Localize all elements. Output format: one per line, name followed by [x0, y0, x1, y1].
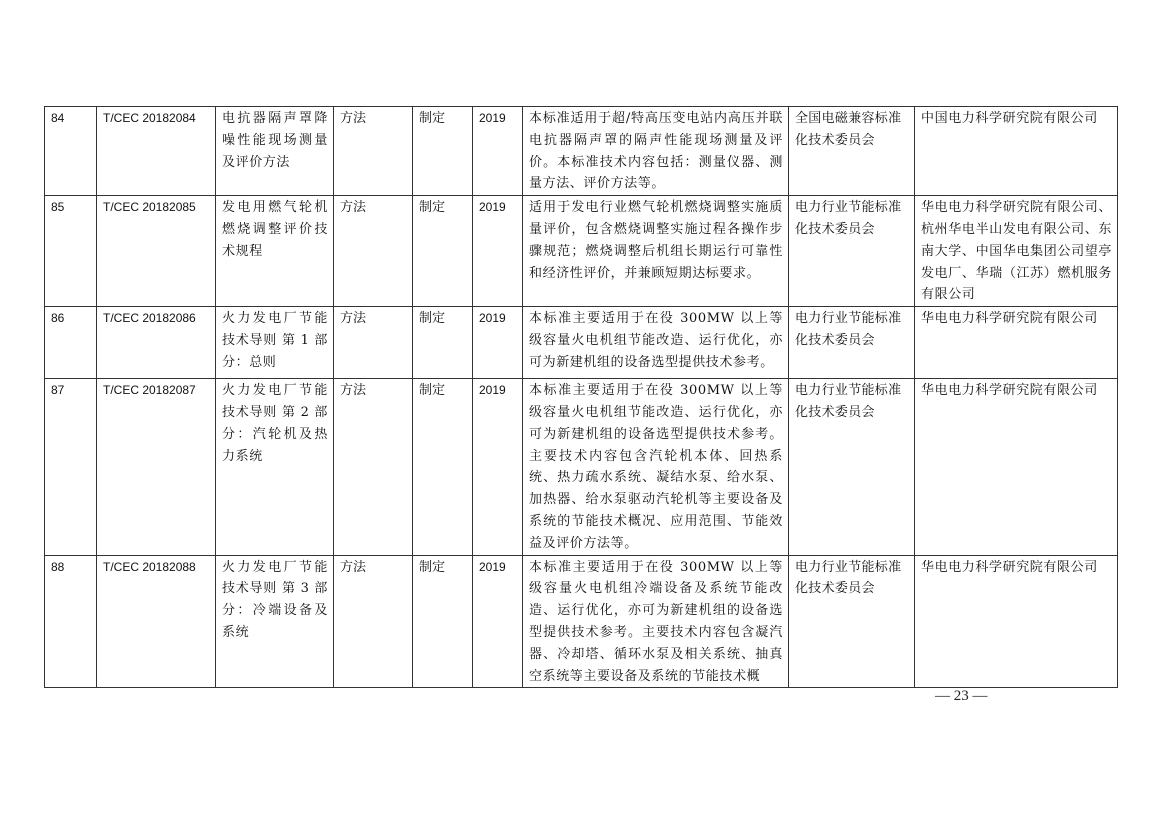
- standard-name: 火力发电厂节能技术导则 第 2 部分：汽轮机及热力系统: [216, 379, 334, 555]
- standard-year: 2019: [473, 307, 523, 379]
- drafting-organization: 中国电力科学研究院有限公司: [915, 107, 1118, 196]
- technical-committee: 电力行业节能标准化技术委员会: [789, 196, 915, 307]
- technical-committee: 电力行业节能标准化技术委员会: [789, 379, 915, 555]
- drafting-organization: 华电电力科学研究院有限公司: [915, 555, 1118, 688]
- row-number: 87: [45, 379, 97, 555]
- standard-year: 2019: [473, 196, 523, 307]
- standard-type: 方法: [334, 307, 413, 379]
- standard-name: 电抗器隔声罩降噪性能现场测量及评价方法: [216, 107, 334, 196]
- standard-name: 火力发电厂节能技术导则 第 1 部分：总则: [216, 307, 334, 379]
- standard-action: 制定: [413, 196, 473, 307]
- technical-committee: 电力行业节能标准化技术委员会: [789, 307, 915, 379]
- standard-scope: 本标准适用于超/特高压变电站内高压并联电抗器隔声罩的隔声性能现场测量及评价。本标准技术内容包括：测量仪器、测量方法、评价方法等。: [523, 107, 789, 196]
- drafting-organization: 华电电力科学研究院有限公司、杭州华电半山发电有限公司、东南大学、中国华电集团公司望亭发电厂、华瑞（江苏）燃机服务有限公司: [915, 196, 1118, 307]
- table-row: [45, 555, 1118, 688]
- standard-year: 2019: [473, 379, 523, 555]
- row-number: 85: [45, 196, 97, 307]
- row-number: 84: [45, 107, 97, 196]
- standard-action: 制定: [413, 107, 473, 196]
- standard-code: T/CEC 20182084: [97, 107, 216, 196]
- standard-type: 方法: [334, 196, 413, 307]
- standard-action: 制定: [413, 555, 473, 688]
- standard-code: T/CEC 20182088: [97, 555, 216, 688]
- standard-action: 制定: [413, 307, 473, 379]
- standard-type: 方法: [334, 379, 413, 555]
- standard-code: T/CEC 20182087: [97, 379, 216, 555]
- standard-type: 方法: [334, 555, 413, 688]
- table-row: [45, 196, 1118, 307]
- standard-scope: 本标准主要适用于在役 300MW 以上等级容量火电机组节能改造、运行优化，亦可为新建机组的设备选型提供技术参考。: [523, 307, 789, 379]
- drafting-organization: 华电电力科学研究院有限公司: [915, 307, 1118, 379]
- table-row: [45, 107, 1118, 196]
- row-number: 86: [45, 307, 97, 379]
- standard-scope: 适用于发电行业燃气轮机燃烧调整实施质量评价，包含燃烧调整实施过程各操作步骤规范；燃烧调整后机组长期运行可靠性和经济性评价，并兼顾短期达标要求。: [523, 196, 789, 307]
- standard-year: 2019: [473, 107, 523, 196]
- technical-committee: 全国电磁兼容标准化技术委员会: [789, 107, 915, 196]
- drafting-organization: 华电电力科学研究院有限公司: [915, 379, 1118, 555]
- table-row: [45, 379, 1118, 555]
- standard-type: 方法: [334, 107, 413, 196]
- standards-table: [44, 106, 1118, 688]
- technical-committee: 电力行业节能标准化技术委员会: [789, 555, 915, 688]
- table-body: [45, 107, 1118, 688]
- standard-name: 发电用燃气轮机燃烧调整评价技术规程: [216, 196, 334, 307]
- standard-name: 火力发电厂节能技术导则 第 3 部分：冷端设备及系统: [216, 555, 334, 688]
- row-number: 88: [45, 555, 97, 688]
- standard-scope: 本标准主要适用于在役 300MW 以上等级容量火电机组节能改造、运行优化，亦可为新建机组的设备选型提供技术参考。主要技术内容包含汽轮机本体、回热系统、热力疏水系统、凝结水泵、给水泵、加热器、给水泵驱动汽轮机等主要设备及系统的节能技术概况、应用范围、节能效益及评价方法等。: [523, 379, 789, 555]
- standard-code: T/CEC 20182086: [97, 307, 216, 379]
- page-number: — 23 —: [935, 688, 988, 704]
- standard-action: 制定: [413, 379, 473, 555]
- standard-scope: 本标准主要适用于在役 300MW 以上等级容量火电机组冷端设备及系统节能改造、运行优化，亦可为新建机组的设备选型提供技术参考。主要技术内容包含凝汽器、冷却塔、循环水泵及相关系统、抽真空系统等主要设备及系统的节能技术概: [523, 555, 789, 688]
- standard-year: 2019: [473, 555, 523, 688]
- standard-code: T/CEC 20182085: [97, 196, 216, 307]
- table-row: [45, 307, 1118, 379]
